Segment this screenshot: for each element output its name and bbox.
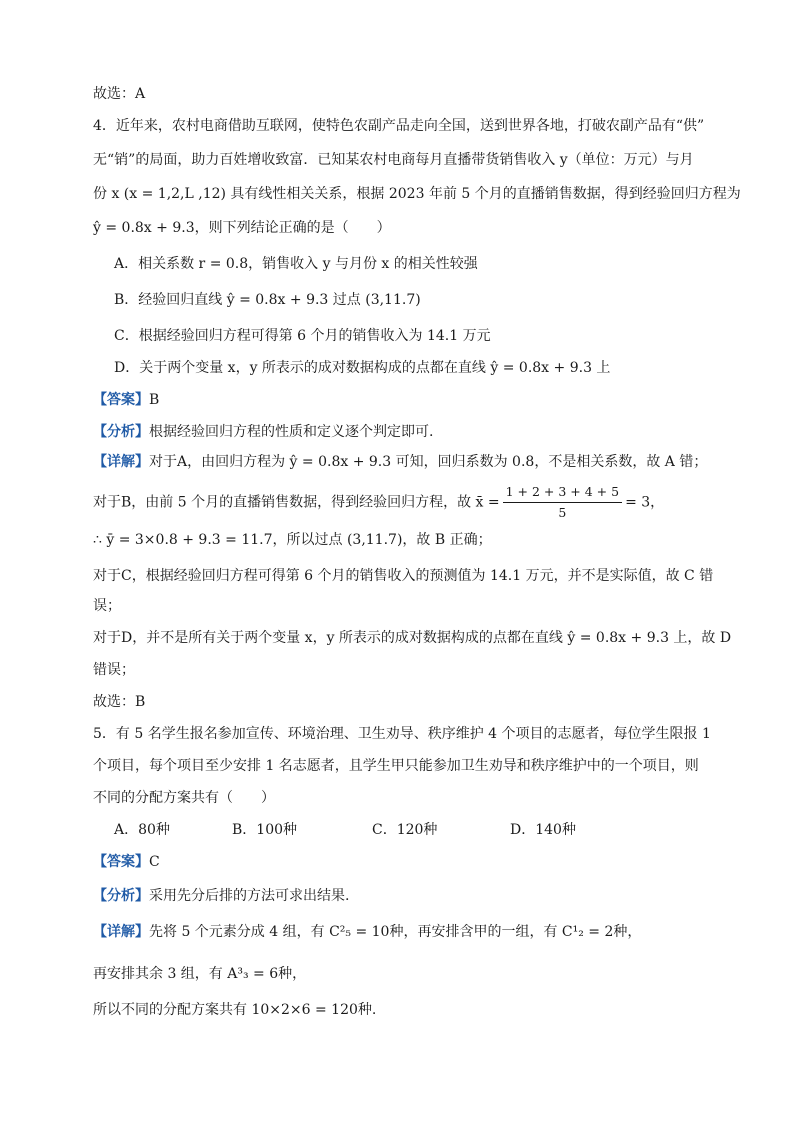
q5-detail-text-1: 先将 5 个元素分成 4 组，有 C²₅ = 10种，再安排含甲的一组，有 C¹₂ = 2种，: [149, 924, 642, 940]
fraction-denominator: 5: [558, 505, 567, 520]
detail-tag: 【详解】: [93, 924, 149, 940]
q4-option-a: A．相关系数 r = 0.8，销售收入 y 与月份 x 的相关性较强: [114, 256, 478, 272]
q5-analysis-line: [93, 886, 349, 906]
q4-stem-line-4: ŷ = 0.8x + 9.3，则下列结论正确的是（ ）: [93, 220, 391, 236]
q4-detail-2-post: = 3，: [625, 494, 665, 511]
q4-detail-line-6: 对于D，并不是所有关于两个变量 x，y 所表示的成对数据构成的点都在直线 ŷ = 0.8x + 9.3 上，故 D: [93, 630, 732, 646]
q5-detail-line-3: 所以不同的分配方案共有 10×2×6 = 120种.: [93, 1002, 377, 1018]
q5-option-b: B．100种: [232, 822, 298, 838]
q5-option-c: C．120种: [372, 822, 438, 838]
q4-detail-text-1: 对于A，由回归方程为 ŷ = 0.8x + 9.3 可知，回归系数为 0.8，不是相关系数，故 A 错；: [149, 454, 708, 470]
q4-detail-line-4: 对于C，根据经验回归方程可得第 6 个月的销售收入的预测值为 14.1 万元，并不是实际值，故 C 错: [93, 568, 714, 584]
q4-analysis-line: [93, 422, 433, 442]
q5-option-d: D．140种: [510, 822, 576, 838]
q4-stem-line-1: 4．近年来，农村电商借助互联网，使特色农副产品走向全国，送到世界各地，打破农副产品有“供”: [93, 118, 705, 134]
q5-option-a: A．80种: [114, 822, 170, 838]
q4-answer-value: B: [149, 392, 160, 408]
analysis-tag: 【分析】: [93, 888, 149, 904]
q5-answer-value: C: [149, 854, 160, 870]
q4-answer-line: [93, 390, 159, 410]
analysis-tag: 【分析】: [93, 424, 149, 440]
q4-final-answer: 故选：B: [93, 694, 146, 710]
q4-stem-line-2: 无“销”的局面，助力百姓增收致富．已知某农村电商每月直播带货销售收入 y（单位：万元）与月: [93, 152, 694, 168]
q4-analysis-text: 根据经验回归方程的性质和定义逐个判定即可.: [149, 424, 434, 440]
q4-detail-line-7: 错误；: [93, 662, 135, 678]
q4-detail-line-1: [93, 452, 707, 472]
q5-stem-line-2: 个项目，每个项目至少安排 1 名志愿者，且学生甲只能参加卫生劝导和秩序维护中的一个项目，则: [93, 758, 699, 774]
q4-option-c: C．根据经验回归方程可得第 6 个月的销售收入为 14.1 万元: [114, 328, 491, 344]
q5-stem-line-3: 不同的分配方案共有（ ）: [93, 790, 275, 806]
q5-analysis-text: 采用先分后排的方法可求出结果.: [149, 888, 350, 904]
q5-stem-line-1: 5．有 5 名学生报名参加宣传、环境治理、卫生劝导、秩序维护 4 个项目的志愿者，每位学生限报 1: [93, 726, 711, 742]
q4-detail-line-2: [93, 482, 664, 523]
q5-detail-line-1: [93, 922, 641, 942]
q5-answer-line: [93, 852, 160, 872]
q4-detail-2-pre: 对于B，由前 5 个月的直播销售数据，得到经验回归方程，故 x̄ =: [93, 494, 500, 511]
q4-detail-line-3: ∴ ȳ = 3×0.8 + 9.3 = 11.7，所以过点 (3,11.7)，故 B 正确；: [93, 532, 492, 548]
fraction-numerator: 1 + 2 + 3 + 4 + 5: [503, 482, 622, 503]
q4-option-b: B．经验回归直线 ŷ = 0.8x + 9.3 过点 (3,11.7): [114, 292, 421, 308]
q5-options-row: [114, 820, 576, 840]
q4-stem-line-3: 份 x (x = 1,2,L ,12) 具有线性相关关系，根据 2023 年前 5 个月的直播销售数据，得到经验回归方程为: [93, 186, 741, 202]
q4-detail-line-5: 误；: [93, 598, 121, 614]
answer-tag: 【答案】: [93, 392, 149, 408]
answer-tag: 【答案】: [93, 854, 149, 870]
q5-detail-line-2: 再安排其余 3 组，有 A³₃ = 6种，: [93, 966, 307, 982]
detail-tag: 【详解】: [93, 454, 149, 470]
mean-fraction: [503, 482, 622, 523]
q3-final-answer: 故选：A: [93, 86, 146, 102]
q4-option-d: D．关于两个变量 x，y 所表示的成对数据构成的点都在直线 ŷ = 0.8x + 9.3 上: [114, 360, 611, 376]
